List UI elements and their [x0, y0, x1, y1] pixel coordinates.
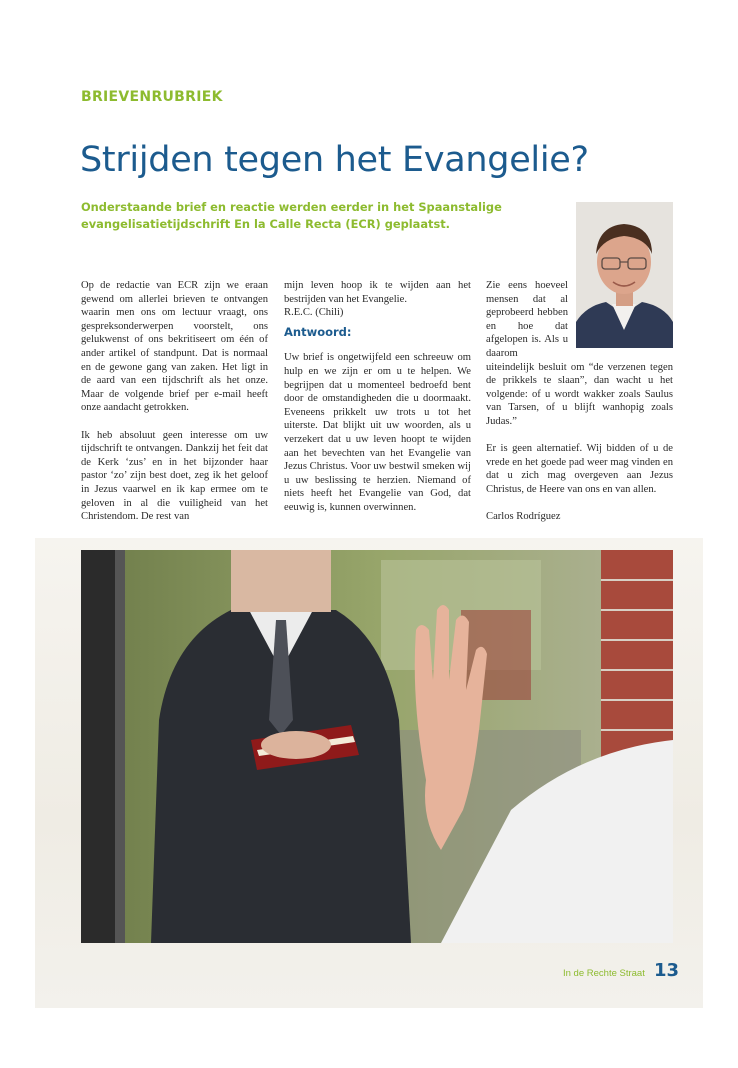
answer-paragraph: uiteindelijk besluit om “de verzenen tegen de prikkels te slaan”, dan wacht u het volgende: of u wordt wakker zoals Saulus van Tarsen, of u blijft wanhopig zoals Judas.” [486, 361, 673, 427]
article-intro: Onderstaande brief en reactie werden eerder in het Spaanstalige evangelisatietijdschrift En la Calle Recta (ECR) geplaatst. [81, 200, 502, 231]
letter-paragraph: Ik heb absoluut geen interesse om uw tijdschrift te ontvangen. Dankzij het feit dat de Kerk ‘zus’ en in het bijzonder haar pastor ‘zo’ zijn best doet, zeg ik het geloof in Jezus vaarwel en ik kap ermee om te geloven in al die vuiligheid van het Christendom. De rest van [81, 429, 268, 523]
paragraph: Op de redactie van ECR zijn we eraan gewend om allerlei brieven te ontvangen waarin men ons om lectuur vraagt, ons gespreksonderwerpen voorstelt, ons gelukwenst of ons bekritiseert om één of ander artikel of standpunt. Dat is normaal en de gewone gang van zaken. Het ligt in de aard van een tijdschrift als het onze. Maar de volgende brief per e-mail heeft onze aandacht getrokken. [81, 280, 268, 414]
text-column-2 [284, 279, 471, 515]
letter-paragraph: mijn leven hoop ik te wijden aan het bestrijden van het Evangelie. [284, 280, 471, 305]
letter-signature: R.E.C. (Chili) [284, 307, 344, 319]
magazine-name: In de Rechte Straat [563, 968, 645, 979]
section-rubric: BRIEVENRUBRIEK [81, 89, 223, 105]
answer-paragraph: Er is geen alternatief. Wij bidden of u de vrede en het goede pad weer mag vinden en dat u zich mag overgeven aan Jezus Christus, de Heere van ons en van allen. [486, 443, 673, 495]
author-signature: Carlos Rodríguez [486, 511, 561, 523]
answer-paragraph-narrow: Zie eens hoeveel mensen dat al geprobeerd hebben en hoe dat afgelopen is. Als u daarom [486, 280, 568, 359]
answer-paragraph: Uw brief is ongetwijfeld een schreeuw om hulp en we zijn er om u te helpen. We begrijpen dat u momenteel bedroefd bent door de omstandigheden die u doormaakt. Eveneens prikkelt uw trots u tot het uiterste. Dat blijkt uit uw woorden, als u verzekert dat u uw leven hoopt te wijden aan het bevechten van het Evangelie van Jezus Christus. Voor uw bestwil smeken wij u uw beslissing te herzien. Niemand of niets heeft het Evangelie van God, dat eeuwig is, kunnen overwinnen. [284, 352, 471, 513]
page-number: 13 [654, 960, 680, 981]
main-photo-door-scene [81, 550, 673, 943]
text-column-1 [81, 279, 268, 537]
text-column-3 [486, 279, 673, 537]
answer-heading: Antwoord: [284, 324, 352, 339]
article-title: Strijden tegen het Evangelie? [80, 140, 589, 180]
